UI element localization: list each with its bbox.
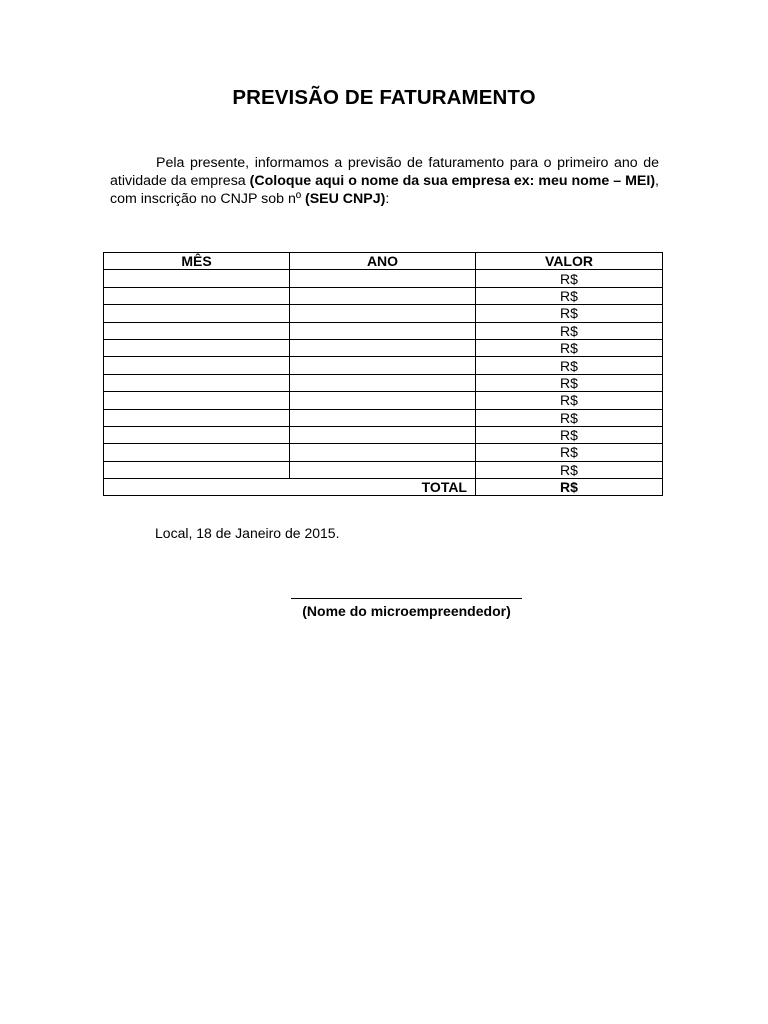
total-label: TOTAL: [104, 479, 476, 496]
signature-name: (Nome do microempreendedor): [302, 603, 511, 619]
cell-value: R$: [476, 392, 663, 409]
cell-value: R$: [476, 305, 663, 322]
table-row: [104, 287, 663, 304]
table-row: [104, 357, 663, 374]
cell-month: [104, 357, 290, 374]
cell-year: [290, 392, 476, 409]
table-row: [104, 270, 663, 287]
table-row: [104, 461, 663, 478]
intro-text-part2: , com inscrição no CNJP sob nº: [110, 173, 659, 207]
cell-month: [104, 426, 290, 443]
cell-month: [104, 374, 290, 391]
cell-year: [290, 461, 476, 478]
table-body: [104, 270, 663, 479]
intro-text-part3: :: [385, 191, 390, 207]
header-month: MÊS: [104, 253, 290, 270]
cell-month: [104, 409, 290, 426]
intro-text-part1: Pela presente, informamos a previsão de faturamento para o primeiro ano de atividade da empresa: [110, 155, 659, 189]
cell-year: [290, 426, 476, 443]
table-row: [104, 426, 663, 443]
cell-month: [104, 339, 290, 356]
cell-month: [104, 305, 290, 322]
place-date: Local, 18 de Janeiro de 2015.: [155, 525, 340, 541]
table-header-row: [104, 253, 663, 270]
cell-month: [104, 287, 290, 304]
document-title: PREVISÃO DE FATURAMENTO: [232, 86, 536, 109]
cell-month: [104, 270, 290, 287]
cell-value: R$: [476, 461, 663, 478]
table-row: [104, 409, 663, 426]
cell-value: R$: [476, 322, 663, 339]
table-row: [104, 374, 663, 391]
table-row: [104, 392, 663, 409]
table-row: [104, 305, 663, 322]
cell-value: R$: [476, 444, 663, 461]
header-year: ANO: [290, 253, 476, 270]
total-value: R$: [476, 479, 663, 496]
cell-value: R$: [476, 270, 663, 287]
cell-value: R$: [476, 357, 663, 374]
cell-month: [104, 322, 290, 339]
cell-year: [290, 287, 476, 304]
total-row: [104, 479, 663, 496]
cell-year: [290, 339, 476, 356]
revenue-table: [103, 252, 663, 496]
cell-year: [290, 409, 476, 426]
cell-value: R$: [476, 374, 663, 391]
intro-paragraph: [110, 154, 659, 208]
table-row: [104, 339, 663, 356]
table-row: [104, 444, 663, 461]
cell-value: R$: [476, 426, 663, 443]
cell-year: [290, 270, 476, 287]
cell-month: [104, 461, 290, 478]
cell-year: [290, 444, 476, 461]
cell-month: [104, 444, 290, 461]
cell-month: [104, 392, 290, 409]
cell-year: [290, 322, 476, 339]
cell-year: [290, 357, 476, 374]
signature-line: [291, 598, 522, 599]
header-value: VALOR: [476, 253, 663, 270]
cell-value: R$: [476, 339, 663, 356]
cnpj-placeholder: (SEU CNPJ): [304, 191, 386, 207]
cell-value: R$: [476, 409, 663, 426]
company-name-placeholder: (Coloque aqui o nome da sua empresa ex: meu nome – MEI): [249, 173, 656, 189]
cell-value: R$: [476, 287, 663, 304]
table-row: [104, 322, 663, 339]
cell-year: [290, 305, 476, 322]
cell-year: [290, 374, 476, 391]
